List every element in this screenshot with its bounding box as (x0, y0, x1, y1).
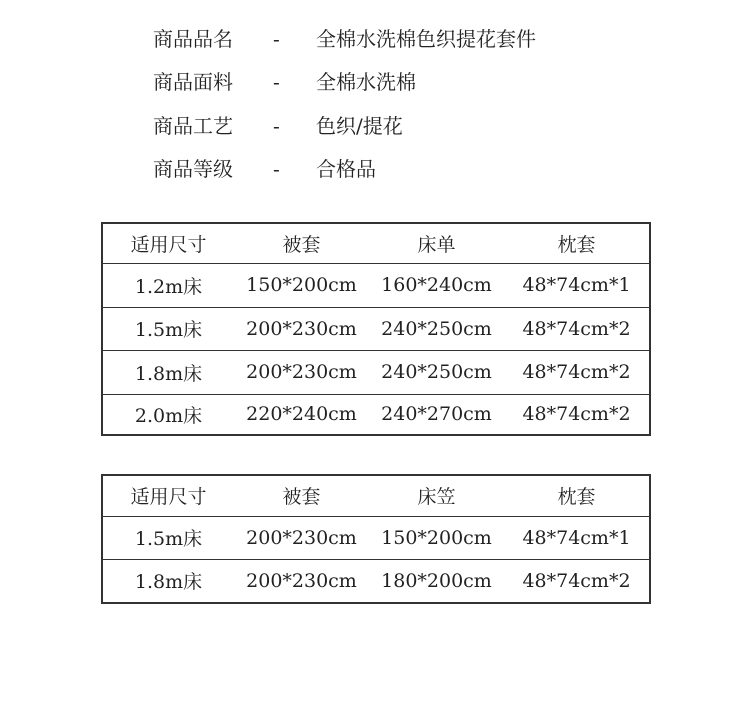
size-table-flat-sheet (101, 222, 651, 436)
info-row-fabric (0, 62, 750, 102)
table-header-row (102, 223, 650, 263)
table-header-row (102, 475, 650, 516)
cell-fitted-sheet: 180*200cm (381, 569, 492, 592)
cell-duvet-cover: 200*230cm (234, 307, 369, 350)
info-separator: - (273, 70, 280, 94)
cell-pillowcase: 48*74cm*2 (522, 569, 631, 592)
info-row-grade (0, 149, 750, 189)
info-value: 全棉水洗棉色织提花套件 (316, 27, 536, 51)
cell-sheet: 240*250cm (369, 307, 504, 350)
cell-duvet-cover: 220*240cm (246, 403, 357, 426)
table-row (102, 307, 650, 350)
header-size: 适用尺寸 (102, 223, 234, 263)
header-fitted-sheet: 床笠 (369, 475, 504, 516)
cell-pillowcase: 48*74cm*1 (504, 516, 650, 559)
cell-pillowcase: 48*74cm*2 (504, 307, 650, 350)
cell-size: 1.8m床 (102, 350, 234, 394)
table-row (102, 559, 650, 603)
info-value: 全棉水洗棉 (316, 70, 416, 94)
info-separator: - (273, 27, 280, 51)
header-size: 适用尺寸 (102, 475, 234, 516)
info-separator: - (273, 114, 280, 138)
info-value: 色织/提花 (316, 114, 403, 138)
cell-pillowcase: 48*74cm*2 (522, 403, 631, 426)
info-separator: - (273, 157, 280, 181)
info-row-name (0, 19, 750, 59)
cell-size: 1.8m床 (134, 571, 203, 594)
header-duvet-cover: 被套 (234, 223, 369, 263)
cell-sheet: 240*270cm (381, 403, 492, 426)
size-table-fitted-sheet (101, 474, 651, 604)
info-value: 合格品 (316, 157, 376, 181)
table-row (102, 263, 650, 307)
cell-size: 1.5m床 (102, 516, 234, 559)
info-label: 商品工艺 (153, 114, 233, 138)
cell-sheet: 160*240cm (369, 263, 504, 307)
info-label: 商品等级 (153, 157, 233, 181)
table-row (102, 394, 650, 435)
table-row (102, 516, 650, 559)
cell-sheet: 240*250cm (369, 350, 504, 394)
info-label: 商品面料 (153, 70, 233, 94)
header-sheet: 床单 (369, 223, 504, 263)
cell-fitted-sheet: 150*200cm (369, 516, 504, 559)
info-row-craft (0, 106, 750, 146)
table-row (102, 350, 650, 394)
info-label: 商品品名 (153, 27, 233, 51)
cell-size: 1.5m床 (102, 307, 234, 350)
header-pillowcase: 枕套 (504, 223, 650, 263)
cell-duvet-cover: 150*200cm (234, 263, 369, 307)
cell-pillowcase: 48*74cm*1 (504, 263, 650, 307)
cell-pillowcase: 48*74cm*2 (504, 350, 650, 394)
cell-size: 1.2m床 (102, 263, 234, 307)
header-pillowcase: 枕套 (504, 475, 650, 516)
cell-duvet-cover: 200*230cm (246, 569, 357, 592)
cell-duvet-cover: 200*230cm (234, 516, 369, 559)
cell-size: 2.0m床 (134, 404, 203, 427)
cell-duvet-cover: 200*230cm (234, 350, 369, 394)
header-duvet-cover: 被套 (234, 475, 369, 516)
